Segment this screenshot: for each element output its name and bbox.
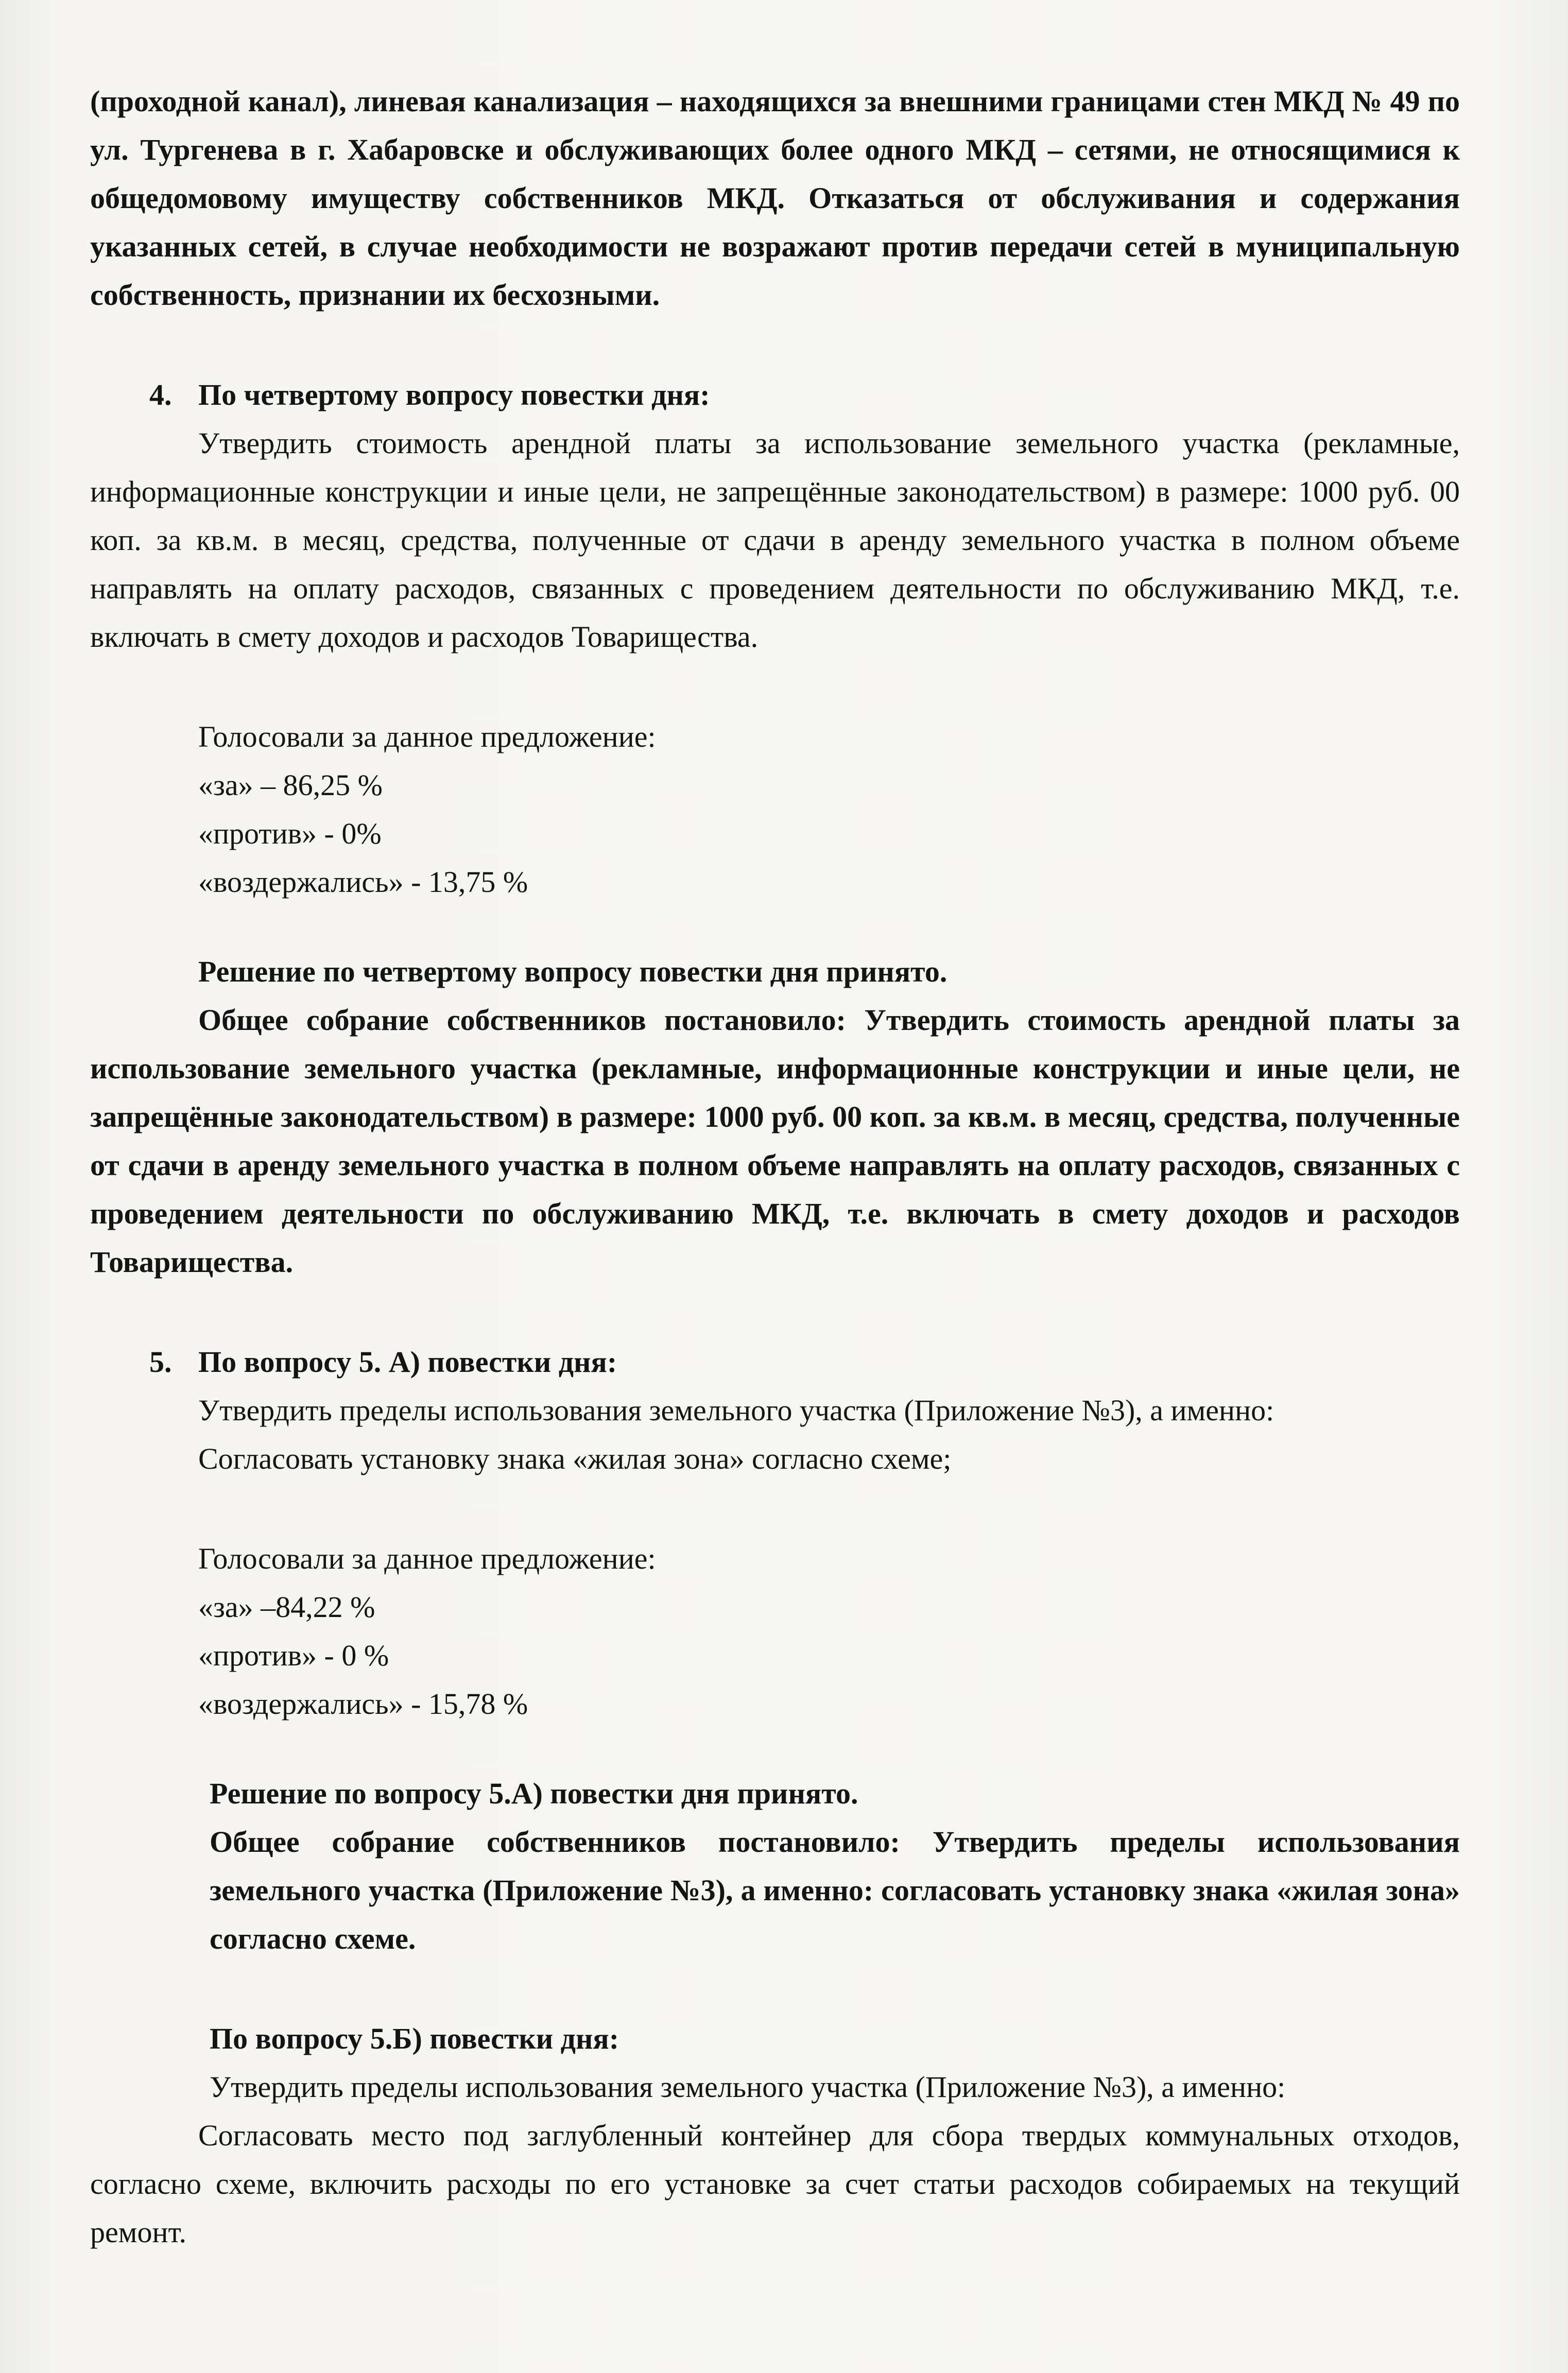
section-5b-heading: По вопросу 5.Б) повестки дня: <box>210 2022 619 2055</box>
section-5-proposal-line2: Согласовать установку знака «жилая зона» согласно схеме; <box>198 1442 952 1475</box>
section-5-vote <box>90 1535 1460 1728</box>
section-4-vote-abstain: «воздержались» - 13,75 % <box>198 865 528 899</box>
section-5a-decision <box>90 1769 1460 1963</box>
document-body <box>90 77 1460 2257</box>
section-5b <box>90 2015 1460 2111</box>
section-5-proposal-line1: Утвердить пределы использования земельного участка (Приложение №3), а именно: <box>198 1394 1274 1427</box>
section-5-heading-text: По вопросу 5. А) повестки дня: <box>198 1345 617 1379</box>
section-4-number: 4. <box>149 378 172 411</box>
section-5-proposal <box>90 1386 1460 1483</box>
section-4-vote-title: Голосовали за данное предложение: <box>198 720 656 753</box>
section-4-decision-title: Решение по четвертому вопросу повестки дня принято. <box>198 955 947 988</box>
intro-paragraph: (проходной канал), линевая канализация – находящихся за внешними границами стен МКД № 49 по ул. Тургенева в г. Хабаровске и обслуживающих более одного МКД – сетями, не относящимися к общедомовому имуществу собственников МКД. Отказаться от обслуживания и содержания указанных сетей, в случае необходимости не возражают против передачи сетей в муниципальную собственность, признании их бесхозными. <box>90 84 1460 312</box>
section-4-heading-text: По четвертому вопросу повестки дня: <box>198 378 710 411</box>
section-5-vote-against: «против» - 0 % <box>198 1639 389 1672</box>
section-5a-decision-text: Общее собрание собственников постановило: Утвердить пределы использования земельного участка (Приложение №3), а именно: согласовать установку знака «жилая зона» согласно схеме. <box>210 1825 1460 1955</box>
section-4-vote-against: «против» - 0% <box>198 817 382 850</box>
section-5-vote-title: Голосовали за данное предложение: <box>198 1542 656 1575</box>
section-5-vote-for: «за» –84,22 % <box>198 1590 375 1624</box>
section-5b-line1: Утвердить пределы использования земельного участка (Приложение №3), а именно: <box>210 2070 1286 2104</box>
section-4-decision-text: Общее собрание собственников постановило: Утвердить стоимость арендной платы за использование земельного участка (рекламные, информационные конструкции и иные цели, не запрещённые законодательством) в размере: 1000 руб. 00 коп. за кв.м. в месяц, средства, полученные от сдачи в аренду земельного участка в полном объеме направлять на оплату расходов, связанных с проведением деятельности по обслуживанию МКД, т.е. включать в смету доходов и расходов Товарищества. <box>90 1003 1460 1279</box>
section-4-vote <box>90 713 1460 906</box>
section-4-heading <box>90 371 1460 419</box>
section-4-vote-for: «за» – 86,25 % <box>198 768 383 802</box>
section-5-heading <box>90 1338 1460 1386</box>
section-5b-text: Согласовать место под заглубленный контейнер для сбора твердых коммунальных отходов, согласно схеме, включить расходы по его установке за счет статьи расходов собираемых на текущий ремонт. <box>90 2119 1460 2249</box>
section-4-proposal: Утвердить стоимость арендной платы за использование земельного участка (рекламные, информационные конструкции и иные цели, не запрещённые законодательством) в размере: 1000 руб. 00 коп. за кв.м. в месяц, средства, полученные от сдачи в аренду земельного участка в полном объеме направлять на оплату расходов, связанных с проведением деятельности по обслуживанию МКД, т.е. включать в смету доходов и расходов Товарищества. <box>90 426 1460 654</box>
section-5a-decision-title: Решение по вопросу 5.А) повестки дня принято. <box>210 1777 858 1810</box>
section-5-number: 5. <box>149 1345 172 1379</box>
section-5-vote-abstain: «воздержались» - 15,78 % <box>198 1687 528 1721</box>
